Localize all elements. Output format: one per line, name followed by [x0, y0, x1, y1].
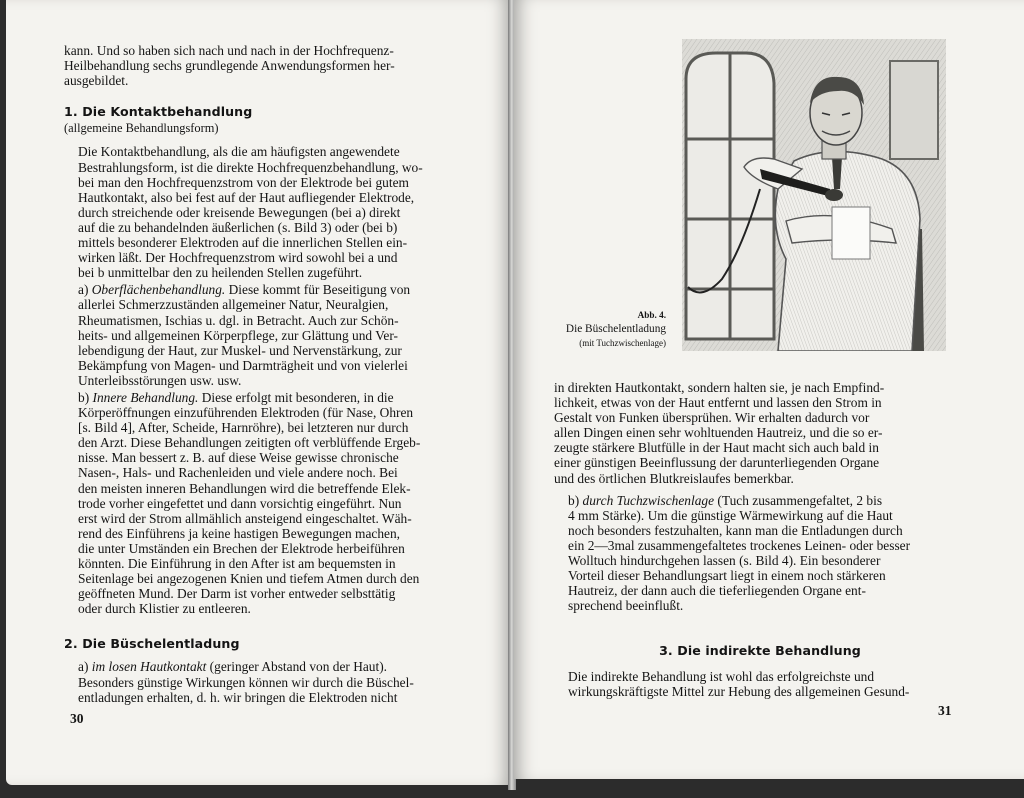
paragraph-continuation: [554, 380, 966, 486]
text-line: einer günstigen Beeinflussung der darunterliegenden Organe: [554, 455, 880, 471]
text-line: Die indirekte Behandlung ist wohl das erfolgreichste und: [568, 668, 875, 684]
emphasis-term: Innere Behandlung.: [92, 389, 199, 405]
text-line: die unter Umständen ein Brechen der Elektrode herbeiführen: [78, 540, 405, 556]
paragraph-innere-behandlung: [64, 390, 476, 616]
text-line: bei b unmittelbar den zu heilenden Stellen zugeführt.: [78, 265, 363, 281]
illustration-man-with-electrode: [682, 39, 946, 351]
list-marker: b): [568, 492, 583, 508]
text-line: Diese kommt für Beseitigung von: [225, 282, 411, 298]
text-line: allen Dingen einen sehr wohltuenden Hautreiz, und die so er-: [554, 425, 883, 441]
text-line: (Tuch zusammengefaltet, 2 bis: [714, 492, 883, 508]
text-line: geöffneten Mund. Der Darm ist vorher entweder selbsttätig: [78, 586, 396, 602]
right-page-text: [554, 380, 966, 699]
text-line: ausgebildet.: [64, 73, 129, 89]
left-page: [6, 0, 510, 785]
list-marker: a): [78, 659, 92, 675]
paragraph-kontaktbehandlung: [64, 144, 476, 280]
text-line: in direkten Hautkontakt, sondern halten sie, je nach Empfind-: [554, 380, 885, 395]
text-line: könnten. Die Einführung in den After ist am bequemsten in: [78, 556, 396, 571]
paragraph-losen-hautkontakt: [64, 659, 476, 704]
text-line: den Arzt. Diese Behandlungen zeitigten oft verblüffende Ergeb-: [78, 435, 421, 451]
text-line: Wolltuch hindurchgehen lassen (s. Bild 4). Ein besonderer: [568, 553, 881, 569]
illustration-drawing: [682, 39, 946, 351]
text-line: Bekämpfung von Magen- und Darmträgheit und von vielerlei: [78, 357, 408, 373]
text-line: Seitenlage bei angezogenen Knien und tiefem Atmen durch den: [78, 571, 420, 587]
right-page: [514, 0, 1024, 779]
text-line: Gestalt von Funken übersprühen. Wir erhalten dadurch vor: [554, 410, 870, 426]
text-line: zeugte stärkere Blutfülle in der Haut macht sich auch bald in: [554, 440, 879, 456]
text-line: Nasen-, Hals- und Rachenleiden und viele andere noch. Bei: [78, 465, 398, 481]
intro-paragraph: [64, 43, 476, 88]
text-line: Vorteil dieser Behandlungsart liegt in einem noch stärkeren: [568, 568, 886, 584]
figure-label: Abb. 4.: [637, 310, 666, 320]
text-line: heits- und allgemeinen Körperpflege, zur Glättung und Ver-: [78, 327, 399, 343]
text-line: noch besonders festzuhalten, kann man die Entladungen durch: [568, 522, 903, 538]
text-line: lebendigung der Haut, zur Muskel- und Nervenstärkung, zur: [78, 342, 402, 358]
text-line: [s. Bild 4], After, Scheide, Harnröhre), bei letzteren nur durch: [78, 420, 409, 436]
text-line: kann. Und so haben sich nach und nach in der Hochfrequenz-: [64, 43, 394, 58]
section-heading-kontaktbehandlung: 1. Die Kontaktbehandlung: [64, 104, 253, 120]
text-line: entladungen erhalten, d. h. wir bringen die Elektroden nicht: [78, 689, 398, 705]
figure-subtitle: (mit Tuchzwischenlage): [579, 338, 666, 348]
text-line: Diese erfolgt mit besonderen, in die: [198, 389, 394, 405]
text-line: Rheumatismen, Ischias u. dgl. in Betracht. Auch zur Schön-: [78, 312, 399, 328]
text-line: Heilbehandlung sechs grundlegende Anwendungsformen her-: [64, 58, 395, 74]
page-number-right: 31: [938, 703, 952, 718]
text-line: (geringer Abstand von der Haut).: [206, 659, 388, 675]
text-line: auf die zu behandelnden äußerlichen (s. Bild 3) oder (bei b): [78, 219, 398, 235]
page-number-left: 30: [70, 711, 84, 726]
text-line: lichkeit, etwas von der Haut entfernt und lassen den Strom in: [554, 395, 882, 411]
text-line: allerlei Schmerzzuständen allgemeiner Natur, Neuralgien,: [78, 297, 389, 313]
text-line: Körperöffnungen einzuführenden Elektroden (für Nase, Ohren: [78, 405, 414, 421]
emphasis-term: durch Tuchzwischenlage: [582, 492, 715, 508]
text-line: wirkungskräftigste Mittel zur Hebung des allgemeinen Gesund-: [568, 683, 910, 699]
text-line: oder durch Klistier zu entleeren.: [78, 601, 251, 617]
text-line: mittels besonderer Elektroden auf die innerlichen Stellen ein-: [78, 235, 408, 251]
text-line: sprechend beeinflußt.: [568, 598, 684, 614]
text-line: Besonders günstige Wirkungen können wir durch die Büschel-: [78, 674, 414, 690]
figure-title: Die Büschelentladung: [565, 323, 666, 335]
figure-caption: [524, 308, 666, 350]
text-line: bei man den Hochfrequenzstrom von der Elektrode bei gutem: [78, 174, 409, 190]
text-line: trode vorher eingefettet und dann vorsichtig eingeführt. Nun: [78, 495, 402, 511]
text-line: Unterleibsstörungen usw. usw.: [78, 372, 242, 388]
text-line: erst wird der Strom allmählich ansteigend eingeschaltet. Wäh-: [78, 510, 412, 526]
text-line: Hautreiz, der dann auch die tieferliegenden Organe ent-: [568, 583, 866, 599]
section-heading-bueschelentladung: 2. Die Büschelentladung: [64, 636, 240, 652]
text-line: nisse. Man bessert z. B. auf diese Weise gewisse chronische: [78, 450, 399, 466]
section-subtitle: (allgemeine Behandlungsform): [64, 121, 219, 136]
text-line: Die Kontaktbehandlung, als die am häufigsten angewendete: [78, 144, 400, 160]
left-page-text: [64, 43, 476, 705]
text-line: durch streichende oder kreisende Bewegungen (bei a) direkt: [78, 204, 401, 220]
text-line: rend des Einführens ja keine hastigen Bewegungen machen,: [78, 525, 401, 541]
list-marker: b): [78, 389, 93, 405]
emphasis-term: Oberflächenbehandlung.: [91, 282, 226, 298]
paragraph-tuchzwischenlage: [554, 493, 966, 614]
emphasis-term: im losen Hautkontakt: [91, 659, 207, 675]
text-line: Bestrahlungsform, ist die direkte Hochfrequenzbehandlung, wo-: [78, 159, 423, 175]
section-heading-indirekte-behandlung: 3. Die indirekte Behandlung: [659, 643, 861, 659]
text-line: den meisten inneren Behandlungen wird die betreffende Elek-: [78, 480, 411, 496]
list-marker: a): [78, 282, 92, 298]
paragraph-indirekte-behandlung: [554, 669, 966, 699]
text-line: Hautkontakt, also bei fest auf der Haut aufliegender Elektrode,: [78, 189, 415, 205]
text-line: und des örtlichen Blutkreislaufes bemerkbar.: [554, 470, 794, 486]
text-line: wirken läßt. Der Hochfrequenzstrom wird sowohl bei a und: [78, 250, 398, 266]
text-line: 4 mm Stärke). Um die günstige Wärmewirkung auf die Haut: [568, 507, 893, 523]
text-line: ein 2—3mal zusammengefaltetes trockenes Leinen- oder besser: [568, 537, 911, 553]
paragraph-oberflaechenbehandlung: [64, 282, 476, 388]
